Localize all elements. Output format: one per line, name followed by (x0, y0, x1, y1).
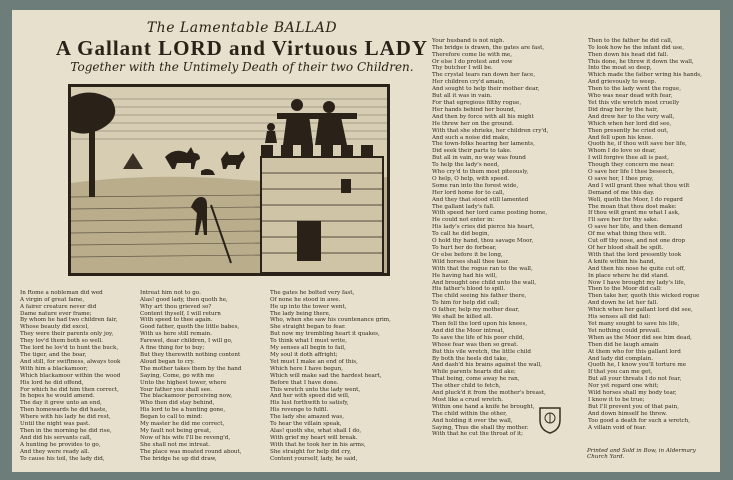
ballad-line: He having had his will, (432, 272, 498, 279)
ballad-line: In Rome a nobleman did wed (20, 289, 103, 296)
ballad-line: Then down his head did fall. (588, 51, 669, 58)
ballad-line: For that egregious filthy rogue, (432, 99, 522, 106)
ballad-line: For which he did him then correct, (20, 386, 119, 393)
ballad-line: In place where he did stand. (588, 272, 669, 279)
ballad-line: The other child to fetch, (432, 383, 501, 390)
ballad-column-2 (140, 276, 258, 468)
ballad-line: Whose fear was then so great. (432, 341, 519, 348)
ballad-line: Yet many sought to save his life, (588, 320, 680, 327)
ballad-line: A virgin of great fame, (20, 296, 85, 303)
ballad-line: Good father, quoth the little babes, (140, 324, 240, 331)
ballad-line: Which blackamoor within the wood (20, 372, 121, 379)
ballad-line: Until the night was past. (20, 421, 91, 428)
ballad-line: And holding it over the wall, (432, 417, 513, 424)
ballad-line: To hear the villain speak, (270, 421, 342, 428)
ballad-line: Or else before it be long, (432, 251, 503, 258)
ballad-line: His revenge to fulfil. (270, 407, 329, 414)
ballad-line: Your husband is not nigh. (432, 37, 505, 44)
ballad-line: She straight for help did cry, (270, 448, 352, 455)
ballad-line: And I will grant thee what thou wilt (588, 182, 690, 189)
ballad-line: And did the Moor intreat, (432, 327, 505, 334)
ballad-line: Then presently he cried out, (588, 127, 669, 134)
ballad-line: Some ran into the forest wide, (432, 182, 519, 189)
ballad-line: Whose beauty did excel, (20, 324, 89, 331)
ballad-line: At them who for this gallant lord (588, 348, 681, 355)
ballad-line: He up into the tower went, (270, 303, 347, 310)
ballad-line: The mother takes them by the hand (140, 365, 242, 372)
ballad-line: Yet this vile wretch most cruelly (588, 99, 680, 106)
ballad-line: A fairer creature never did (20, 303, 97, 310)
ballad-line: O help, O help, with speed. (432, 175, 510, 182)
ballad-line: This done, he threw it down the wall, (588, 58, 694, 65)
ballad-line: The town-folks hearing her laments, (432, 141, 535, 148)
ballad-line: Within one hand a knife he brought, (432, 403, 535, 410)
ballad-column-5 (588, 24, 718, 446)
ballad-line: Then to the Moor did call: (588, 286, 662, 293)
ballad-line: That being, come away he ran, (432, 376, 520, 383)
ballad-line: The child within the other, (432, 410, 507, 417)
ballad-line: But this vile wretch, the little child (432, 348, 531, 355)
ballad-line: The bridge he up did draw, (140, 455, 217, 462)
ballad-line: Who then did stay behind, (140, 400, 215, 407)
ballad-line: The day it grew unto an end, (20, 400, 102, 407)
ballad-line: But they therewith nothing content (140, 351, 241, 358)
ballad-line: In hopes he would amend. (20, 393, 95, 400)
ballad-line: He could not enter in: (432, 217, 495, 224)
ballad-line: Aloud began to cry. (140, 358, 195, 365)
ballad-line: And fell upon his knee. (588, 134, 654, 141)
ballad-line: Though they concern me near. (588, 162, 675, 169)
ballad-line: His lady's cries did pierce his heart, (432, 224, 535, 231)
ballad-line: Wild horses shall my body tear, (588, 390, 677, 397)
ballad-line: By both the heels did take, (432, 355, 509, 362)
ballad-line: But all it was in vain. (432, 93, 492, 100)
ballad-line: Farewel, dear children, I will go, (140, 338, 233, 345)
ballad-line: To call he did begin, (432, 231, 490, 238)
ballad-line: And still, for swiftness, always took (20, 358, 121, 365)
ballad-column-3 (270, 276, 400, 468)
ballad-line: With that he took her in his arms, (270, 441, 366, 448)
ballad-line: We shall be killed all. (432, 314, 493, 321)
ballad-column-4 (432, 24, 582, 470)
ballad-line: Why art thou grieved so? (140, 303, 212, 310)
ballad-line: O hold thy hand, thou savage Moor, (432, 238, 534, 245)
ballad-line: Content yourself, lady, he said, (270, 455, 358, 462)
ballad-line: To look how he the infant did use, (588, 44, 685, 51)
ballad-line: My master he did me correct, (140, 421, 225, 428)
ballad-line: And sought to help their mother dear, (432, 86, 540, 93)
ballad-line: And grievously to weep. (588, 79, 657, 86)
ballad-line: Thy butcher I will be. (432, 65, 493, 72)
ballad-line: She shall not me intreat. (140, 441, 211, 448)
ballad-line: Too good a death for such a wretch, (588, 417, 690, 424)
woodcut-illustration (68, 84, 390, 276)
ballad-line: The crystal tears ran down her face, (432, 72, 536, 79)
ballad-line: Of me what thing thou wilt. (588, 231, 667, 238)
ballad-line: With that the lord presently took (588, 251, 682, 258)
ballad-line: The moan that thou dost make: (588, 203, 677, 210)
ballad-line: And lady did complain. (588, 355, 654, 362)
ballad-line: Her lord home for to call, (432, 189, 505, 196)
ballad-line: Who was near dead with fear, (588, 93, 673, 100)
ballad-line: Into the moat so deep, (588, 65, 652, 72)
ballad-line: And down himself he threw. (588, 410, 668, 417)
ballad-line: But all your threats I do not fear, (588, 376, 682, 383)
ballad-line: She straight began to fear. (270, 324, 346, 331)
ballad-line: Which made the father wring his hands, (588, 72, 702, 79)
ballad-line: I know it to be true; (588, 396, 645, 403)
ballad-line: My fault not being great, (140, 427, 212, 434)
ballad-line: Then homewards he did haste, (20, 407, 108, 414)
ballad-line: Therefore come lie with me, (432, 51, 512, 58)
broadside-sheet (12, 10, 720, 472)
ballad-line: Unto the highest tower, where (140, 379, 227, 386)
ballad-line: And did his servants call, (20, 434, 92, 441)
tree-trunk-icon (89, 127, 95, 197)
ballad-line: But all in vain, no way was found (432, 155, 526, 162)
ballad-line: Then to the lady went the rogue, (588, 86, 681, 93)
ballad-line: Did seek their parts to take. (432, 148, 512, 155)
ballad-line: A hunting he provides to go, (20, 441, 101, 448)
ballad-line: Whom I do love so dear, (588, 148, 657, 155)
ballad-line: While parents hearts did ake; (432, 369, 516, 376)
ballad-line: To cause his toil, the lady did, (20, 455, 105, 462)
ballad-line: Nor yet regard one whit; (588, 383, 659, 390)
ballad-line: Did drag her by the hair, (588, 106, 658, 113)
subtitle: Together with the Untimely Death of their two Children. (70, 60, 414, 74)
ballad-line: Saying, Thus die shall thy mother. (432, 424, 529, 431)
ballad-line: And then by force with all his might (432, 113, 534, 120)
ballad-line: Her children cry'd amain, (432, 79, 505, 86)
ballad-line: To think what I must write, (270, 338, 347, 345)
ballad-line: The gallant lady's fall. (432, 203, 495, 210)
ballad-line: With speed to thee again. (140, 317, 213, 324)
ballad-line: Cut off thy nose, and not one drop (588, 238, 686, 245)
crest-stamp-icon (537, 405, 563, 435)
ballad-line: With speed her lord came posting home, (432, 210, 548, 217)
ballad-line: If that you can me get, (588, 369, 653, 376)
ballad-line: And drew her to the very wall, (588, 113, 675, 120)
ballad-line: Yet nothing could prevail. (588, 327, 661, 334)
ballad-line: But I'll prevent you of that pain, (588, 403, 679, 410)
ballad-line: O save her life I thee beseech, (588, 169, 675, 176)
ballad-line: Her hands behind her bound, (432, 106, 516, 113)
ballad-line: To help the lady's need, (432, 162, 500, 169)
ballad-line: With grief my heart will break. (270, 434, 358, 441)
ballad-line: A villain void of fear. (588, 424, 647, 431)
ballad-line: Began to call to mind: (140, 414, 203, 421)
ballad-line: O father, help my mother dear, (432, 307, 520, 314)
ballad-line: The child seeing his father there, (432, 293, 527, 300)
ballad-line: Content thyself, I will return (140, 310, 221, 317)
ballad-line: Dame nature ever frame; (20, 310, 92, 317)
ballad-line: With us here still remain. (140, 331, 213, 338)
ballad-line: With that the rogue ran to the wall, (432, 265, 533, 272)
ballad-line: And they were ready all. (20, 448, 90, 455)
ballad-line: His lust forthwith to satisfy, (270, 400, 349, 407)
ballad-line: And dash'd his brains against the wall, (432, 362, 542, 369)
ballad-line: The bridge is drawn, the gates are fast, (432, 44, 545, 51)
ballad-line: With that he cut the throat of it; (432, 431, 524, 438)
ballad-line: Where with his lady he did rest, (20, 414, 111, 421)
ballad-line: To him for help did call; (432, 300, 500, 307)
ballad-line: Quoth he, I know you'll torture me (588, 362, 687, 369)
ballad-line: Now I have brought my lady's life, (588, 279, 686, 286)
ballad-line: Or else I do protest and vow (432, 58, 513, 65)
ballad-line: Most like a cruel wretch. (432, 396, 503, 403)
ballad-line: Now of his wife I'll be reveng'd, (140, 434, 231, 441)
ballad-line: With him a blackamoor; (20, 365, 88, 372)
ballad-line: Which when her lord did see, (588, 120, 672, 127)
ballad-line: My senses all begin to fail, (270, 345, 346, 352)
ballad-line: The lady being there, (270, 310, 331, 317)
pre-title: The Lamentable BALLAD (146, 20, 338, 36)
ballad-line: My soul it doth affright; (270, 351, 338, 358)
ballad-line: But now my trembling heart it quakes, (270, 331, 380, 338)
ballad-line: He threw her on the ground. (432, 120, 514, 127)
ballad-line: And they that stood still lamented (432, 196, 529, 203)
ballad-column-1 (20, 276, 130, 468)
ballad-line: To save the life of his poor child, (432, 334, 525, 341)
ballad-line: The tiger, and the boar, (20, 351, 87, 358)
ballad-line: Then did he laugh amain (588, 341, 659, 348)
tower-icon (261, 145, 383, 273)
ballad-line: And then his nose he quite cut off, (588, 265, 686, 272)
ballad-line: They lov'd them both so well. (20, 338, 104, 345)
ballad-line: Who, when she saw his countenance grim, (270, 317, 391, 324)
ballad-line: O save her life, and then demand (588, 224, 683, 231)
ballad-line: Before that I have done. (270, 379, 339, 386)
ballad-line: When as the Moor did see him dead, (588, 334, 692, 341)
ballad-line: A knife within his hand, (588, 258, 656, 265)
ballad-line: Alas! good lady, then quoth he, (140, 296, 228, 303)
ballad-line: Saying, Come, go with me (140, 372, 215, 379)
ballad-line: His father's blood to spill. (432, 286, 506, 293)
printer-imprint: Printed and Sold in Bow, in Aldermary Church Yard. (587, 448, 696, 460)
ballad-line: O save her, I thee pray, (588, 175, 654, 182)
title-block (52, 20, 432, 74)
ballad-line: Then take her, quoth this wicked rogue (588, 293, 700, 300)
ballad-line: Which here I have begun, (270, 365, 343, 372)
ballad-line: This wretch unto the lady went, (270, 386, 361, 393)
ballad-line: And brought one child unto the wall, (432, 279, 537, 286)
ballad-line: Then in the morning he did rise, (20, 427, 112, 434)
ballad-line: To hurt her do forbear, (432, 245, 497, 251)
ballad-line: And down he let her fall. (588, 300, 659, 307)
ballad-line: I will forgive thee all is past, (588, 155, 669, 162)
main-title: A Gallant LORD and Virtuous LADY (55, 36, 429, 60)
ballad-line: I'll save her for thy sake. (588, 217, 659, 224)
ballad-line: Yet must I make an end of this, (270, 358, 358, 365)
ballad-line: Wild horses shall thee tear. (432, 258, 510, 265)
ballad-line: Which when her gallant lord did see, (588, 307, 693, 314)
ballad-line: The place was moated round about, (140, 448, 242, 455)
ballad-line: Well, quoth the Moor, I do regard (588, 196, 683, 203)
ballad-line: And pluck'd it from the mother's breast, (432, 390, 546, 397)
woodcut-scene (71, 87, 387, 273)
ballad-line: Your father you shall see. (140, 386, 212, 393)
ballad-line: Demand of me this day. (588, 189, 655, 196)
ballad-line: Who cry'd to them most piteously, (432, 169, 529, 176)
ballad-line: Alas! quoth she, what shall I do, (270, 427, 362, 434)
ballad-line: Intreat him not to go. (140, 289, 201, 296)
ballad-line: His lord he did offend, (20, 379, 84, 386)
ballad-line: His lord to be a hunting gone, (140, 407, 226, 414)
ballad-line: A fine thing for to buy; (140, 345, 205, 352)
ballad-line: If thou wilt grant me what I ask, (588, 210, 680, 217)
ballad-line: And her with speed did will, (270, 393, 350, 400)
ballad-line: His senses all did fail: (588, 314, 651, 321)
ballad-line: With that she shrieks, her children cry'd, (432, 127, 549, 134)
ballad-line: The blackamoor perceiving now, (140, 393, 233, 400)
ballad-line: The lord he lov'd to hunt the buck, (20, 345, 119, 352)
ballad-line: Of none he stood in awe. (270, 296, 341, 303)
ballad-line: The lady she amazed was, (270, 414, 344, 421)
ballad-line: Quoth he, if thou wilt save her life, (588, 141, 687, 148)
ballad-line: They were their parents only joy, (20, 331, 114, 338)
ballad-line: And such a noise did make, (432, 134, 510, 141)
ballad-line: The gates he bolted very fast, (270, 289, 355, 296)
ballad-line: Which will make sad the hardest heart, (270, 372, 382, 379)
ballad-line: Then to the father he did call, (588, 37, 673, 44)
ballad-line: Then fell the lord upon his knees, (432, 320, 528, 327)
ballad-line: Of her blood shall be spilt. (588, 245, 664, 251)
ballad-line: By whom he had two children fair, (20, 317, 118, 324)
